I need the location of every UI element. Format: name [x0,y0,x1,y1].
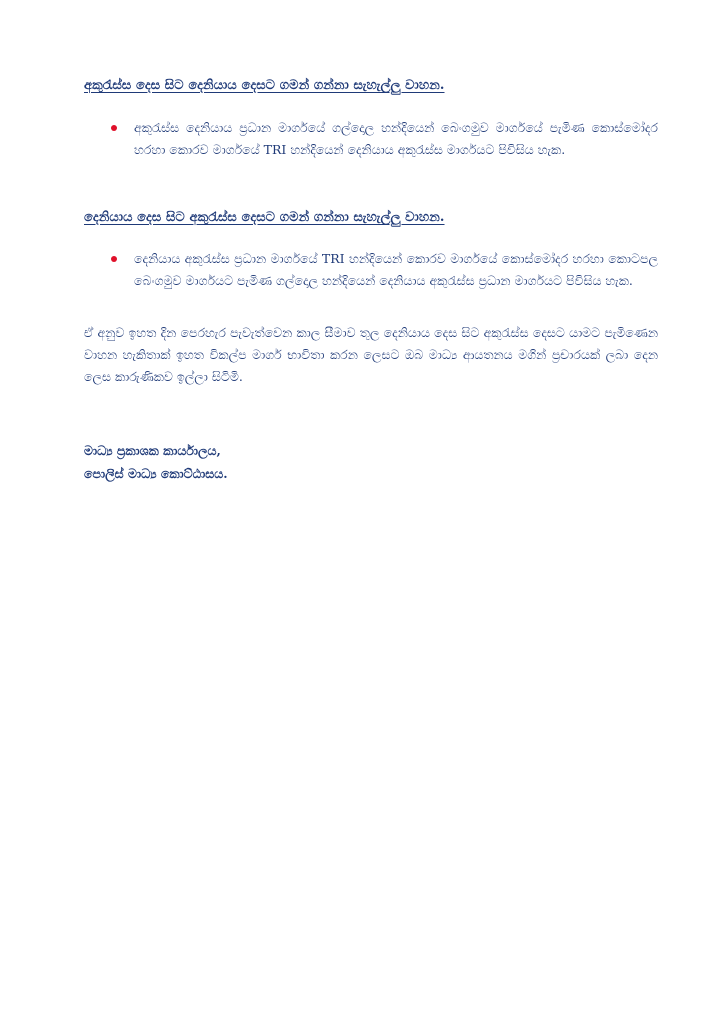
bullet-dot-icon [111,125,117,131]
bullet-item-route-2 [112,248,658,292]
signature-division: පොලිස් මාධ්‍ය කොට්ඨාසය. [84,466,228,481]
bullet-text: දෙනියාය අකුරැස්ස ප්‍රධාන මාර්ගයේ TRI හන්දියෙන් කොරව මාර්ගයේ කොස්මෝදර හරහා කොටපල බෙංගමුව මාර්ගයට පැමිණ ගල්දොල හන්දියෙන් දෙනියාය අකුරැස්ස ප්‍රධාන මාර්ගයට පිවිසිය හැක. [134,251,658,288]
signature-office: මාධ්‍ය ප්‍රකාශක කාර්යාලය, [84,443,221,458]
bullet-item-route-1 [112,117,658,161]
section-heading-akuressa-to-deniyaya: අකුරැස්ස දෙස සිට දෙනියාය දෙසට ගමන් ගන්නා සැහැල්ලු වාහන. [84,78,445,93]
section-heading-deniyaya-to-akuressa: දෙනියාය දෙස සිට අකුරැස්ස දෙසට ගමන් ගන්නා සැහැල්ලු වාහන. [84,210,445,225]
request-paragraph: ඒ අනුව ඉහත දින පෙරහැර පැවැත්වෙන කාල සීමාව තුල දෙනියාය දෙස සිට අකුරැස්ස දෙසට යාමට පැමිණෙන වාහන හැකිතාක් ඉහත විකල්ප මාර්ග භාවිතා කරන ලෙසට ඔබ මාධ්‍ය ආයතනය මගින් ප්‍රචාරයක් ලබා දෙන ලෙස කාරුණිකව ඉල්ලා සිටිමි. [84,325,658,384]
bullet-text: අකුරැස්ස දෙනියාය ප්‍රධාන මාර්ගයේ ගල්දොල හන්දියෙන් බෙංගමුව මාර්ගයේ පැමිණ කොස්මෝදර හරහා කොරව මාර්ගයේ TRI හන්දියෙන් දෙනියාය අකුරැස්ස මාර්ගයට පිවිසිය හැක. [134,120,658,157]
bullet-dot-icon [111,256,117,262]
